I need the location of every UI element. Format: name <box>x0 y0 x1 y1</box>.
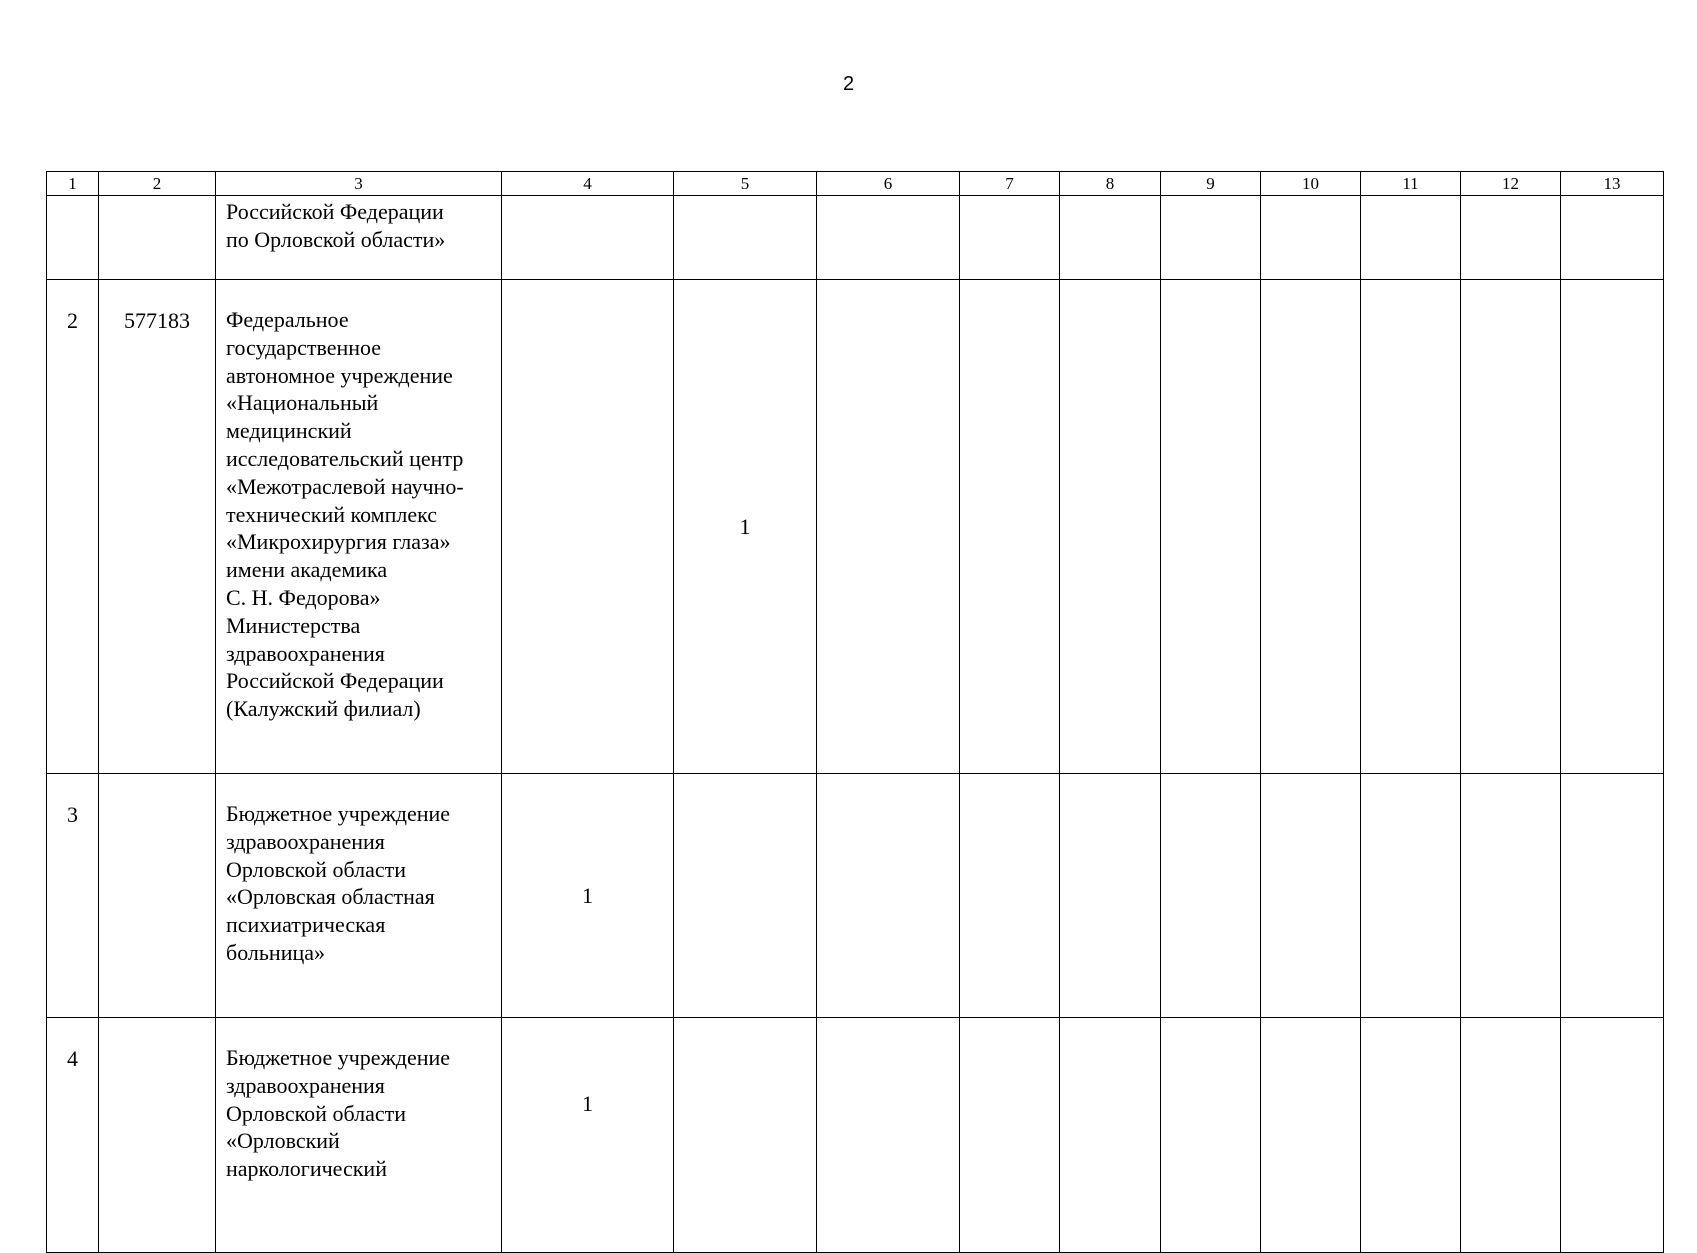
column-number-header: 2 <box>99 172 216 196</box>
organization-name-line: «Национальный <box>226 390 379 416</box>
value-cell: 1 <box>502 1018 674 1253</box>
value-cell <box>1361 774 1461 1018</box>
value-cell <box>1261 280 1361 774</box>
column-number-header: 3 <box>216 172 502 196</box>
row-code-cell <box>99 196 216 280</box>
value-cell <box>960 196 1060 280</box>
organization-name-line: Бюджетное учреждение <box>226 801 451 826</box>
value-cell <box>817 774 960 1018</box>
table-row <box>47 774 1664 1018</box>
table-row <box>47 1018 1664 1253</box>
organization-name-line: Орловской области <box>226 856 406 882</box>
organization-name-line: «Орловская областная <box>226 884 435 910</box>
organization-name-line: Бюджетное учреждение <box>226 1045 451 1070</box>
value-cell <box>1561 280 1664 774</box>
organization-name-cell <box>216 196 502 280</box>
value-cell <box>817 1018 960 1253</box>
value-cell <box>1161 774 1261 1018</box>
column-number-header: 7 <box>960 172 1060 196</box>
value-cell <box>1261 1018 1361 1253</box>
organization-name-line: здравоохранения <box>226 1072 385 1098</box>
value-cell <box>1461 280 1561 774</box>
value-cell <box>1261 774 1361 1018</box>
value-cell <box>817 196 960 280</box>
organization-name-line: наркологический <box>226 1156 387 1182</box>
organization-name-line: Федеральное <box>226 307 349 332</box>
value-cell <box>1361 1018 1461 1253</box>
row-code-cell: 577183 <box>99 280 216 774</box>
row-number-cell: 3 <box>47 774 99 1018</box>
organization-name-cell <box>216 774 502 1018</box>
organization-name-line: автономное учреждение <box>226 362 453 388</box>
table-row <box>47 280 1664 774</box>
organization-name-line: государственное <box>226 334 382 360</box>
value-cell <box>1060 196 1161 280</box>
column-number-header: 9 <box>1161 172 1261 196</box>
organization-name-line: больница» <box>226 939 325 965</box>
value-cell <box>960 280 1060 774</box>
organization-name-line: технический комплекс <box>226 501 438 527</box>
value-cell <box>502 280 674 774</box>
value-cell <box>1461 774 1561 1018</box>
value-cell <box>817 280 960 774</box>
organization-name-line: психиатрическая <box>226 912 386 938</box>
organization-name-line: здравоохранения <box>226 640 385 666</box>
data-table <box>46 171 1664 1253</box>
value-cell <box>960 1018 1060 1253</box>
row-number-cell <box>47 196 99 280</box>
row-number-cell: 2 <box>47 280 99 774</box>
organization-name-line: (Калужский филиал) <box>226 696 421 722</box>
value-cell <box>1060 1018 1161 1253</box>
row-code-cell <box>99 774 216 1018</box>
organization-name-line: Российской Федерации <box>226 199 444 224</box>
value-cell <box>1361 196 1461 280</box>
value-cell <box>1161 196 1261 280</box>
row-code-cell <box>99 1018 216 1253</box>
column-number-header: 1 <box>47 172 99 196</box>
value-cell <box>960 774 1060 1018</box>
value-cell <box>1461 196 1561 280</box>
value-cell <box>1561 1018 1664 1253</box>
column-number-header: 6 <box>817 172 960 196</box>
value-cell <box>674 1018 817 1253</box>
value-cell <box>674 196 817 280</box>
column-number-header: 5 <box>674 172 817 196</box>
organization-name-cell <box>216 1018 502 1253</box>
value-cell <box>1561 774 1664 1018</box>
organization-name-line: «Микрохирургия глаза» <box>226 529 451 555</box>
organization-name-line: «Орловский <box>226 1128 340 1154</box>
organization-name-cell <box>216 280 502 774</box>
row-number-cell: 4 <box>47 1018 99 1253</box>
organization-name-line: по Орловской области» <box>226 226 446 252</box>
organization-name-line: имени академика <box>226 557 388 583</box>
column-number-row <box>47 172 1664 196</box>
organization-name-line: Российской Федерации <box>226 668 444 694</box>
organization-name-line: здравоохранения <box>226 828 385 854</box>
organization-name-line: «Межотраслевой научно- <box>226 473 464 499</box>
column-number-header: 4 <box>502 172 674 196</box>
value-cell: 1 <box>674 280 817 774</box>
value-cell <box>674 774 817 1018</box>
column-number-header: 13 <box>1561 172 1664 196</box>
column-number-header: 10 <box>1261 172 1361 196</box>
organization-name-line: исследовательский центр <box>226 445 464 471</box>
value-cell <box>1261 196 1361 280</box>
column-number-header: 11 <box>1361 172 1461 196</box>
page-number: 2 <box>842 73 855 95</box>
organization-name-line: Орловской области <box>226 1100 406 1126</box>
organization-name-line: медицинский <box>226 418 352 444</box>
value-cell <box>1161 280 1261 774</box>
column-number-header: 8 <box>1060 172 1161 196</box>
column-number-header: 12 <box>1461 172 1561 196</box>
value-cell <box>1161 1018 1261 1253</box>
value-cell: 1 <box>502 774 674 1018</box>
table-row <box>47 196 1664 280</box>
value-cell <box>1060 774 1161 1018</box>
value-cell <box>1561 196 1664 280</box>
organization-name-line: С. Н. Федорова» <box>226 584 381 610</box>
value-cell <box>1361 280 1461 774</box>
value-cell <box>1060 280 1161 774</box>
organization-name-line: Министерства <box>226 612 361 638</box>
value-cell <box>1461 1018 1561 1253</box>
value-cell <box>502 196 674 280</box>
